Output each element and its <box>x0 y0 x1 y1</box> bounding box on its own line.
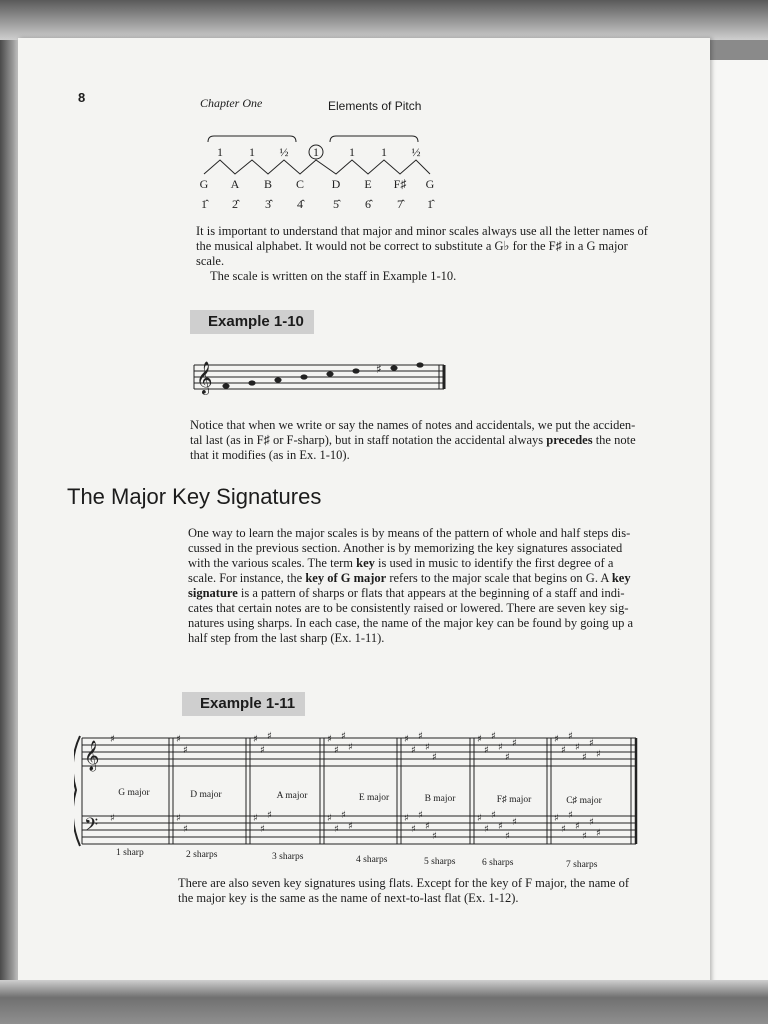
degree-7: 7̂ <box>397 197 403 211</box>
step-1: 1 <box>217 145 223 159</box>
text-span: scale. For instance, the <box>188 571 306 585</box>
sharp-count-1: 1 sharp <box>116 848 144 858</box>
example-1-11-grand-staff <box>74 730 640 848</box>
svg-text:♯: ♯ <box>582 831 587 842</box>
svg-text:♯: ♯ <box>253 734 258 745</box>
svg-text:♯: ♯ <box>110 813 115 824</box>
note-6: E <box>364 177 372 191</box>
paragraph-line: the musical alphabet. It would not be correct to substitute a G♭ for the F♯ in a G major scale. <box>196 239 628 268</box>
svg-text:♯: ♯ <box>505 752 510 763</box>
paragraph-line: cates that certain notes are to be consistently raised or lowered. There are seven key sig- <box>188 601 629 615</box>
sharp-count-6: 6 sharps <box>482 858 514 868</box>
sharp-count-5: 5 sharps <box>424 857 456 867</box>
svg-text:♯: ♯ <box>334 745 339 756</box>
section-heading: The Major Key Signatures <box>67 484 322 509</box>
svg-text:♯: ♯ <box>589 738 594 749</box>
svg-text:♯: ♯ <box>425 742 430 753</box>
note-a <box>248 380 255 385</box>
svg-text:♯: ♯ <box>491 731 496 742</box>
scan-top-border <box>0 0 768 40</box>
svg-text:♯: ♯ <box>341 731 346 742</box>
note-4: C <box>295 177 305 191</box>
paragraph-line: cussed in the previous section. Another is by memorizing the key signatures associated <box>188 541 623 555</box>
treble-clef-icon: 𝄞 <box>196 361 213 394</box>
svg-text:♯: ♯ <box>575 742 580 753</box>
note-7: F♯ <box>393 177 407 191</box>
note-3: B <box>263 177 273 191</box>
svg-text:♯: ♯ <box>260 824 265 835</box>
svg-text:♯: ♯ <box>176 734 181 745</box>
svg-text:♯: ♯ <box>183 745 188 756</box>
text-span: tal last (as in F♯ or F-sharp), but in staff notation the accidental always <box>190 433 544 447</box>
svg-text:♯: ♯ <box>404 734 409 745</box>
svg-text:♯: ♯ <box>327 734 332 745</box>
paragraph-line: There are also seven key signatures using flats. Except for the key of F major, the name of <box>178 876 630 890</box>
svg-text:♯: ♯ <box>267 731 272 742</box>
note-2: A <box>230 177 240 191</box>
note-g <box>222 383 229 388</box>
example-1-10-label: Example 1-10 <box>190 310 314 334</box>
paragraph-line: The scale is written on the staff in Example 1-10. <box>210 269 457 283</box>
note-5: D <box>331 177 341 191</box>
text-span: with the various scales. The term <box>188 556 357 570</box>
bass-clef-icon: 𝄢 <box>84 815 99 840</box>
sharp-icon: ♯ <box>376 362 382 376</box>
paragraph-line: natures using sharps. In each case, the name of the major key can be found by going up a <box>188 616 633 630</box>
step-2: 1 <box>249 145 255 159</box>
paragraph-line: It is important to understand that major and minor scales always use all the letter names of <box>196 224 648 238</box>
svg-text:♯: ♯ <box>596 749 601 760</box>
degree-3: 3̂ <box>265 197 271 211</box>
svg-text:♯: ♯ <box>477 734 482 745</box>
svg-text:♯: ♯ <box>348 742 353 753</box>
note-g-high <box>416 362 423 367</box>
example-1-10-staff <box>190 355 448 400</box>
key-signature-sharps <box>110 731 601 842</box>
key-label-e-major: E major <box>358 793 390 803</box>
paragraph-line: the major key is the same as the name of next-to-last flat (Ex. 1-12). <box>178 891 519 905</box>
sharp-count-4: 4 sharps <box>356 855 388 865</box>
svg-text:♯: ♯ <box>568 731 573 742</box>
example-1-11-label: Example 1-11 <box>182 692 305 716</box>
running-head-chapter: Chapter One <box>200 96 263 110</box>
step-5: 1 <box>349 145 355 159</box>
svg-text:♯: ♯ <box>484 745 489 756</box>
key-label-f-sharp-major: F♯ major <box>496 795 532 805</box>
svg-text:♯: ♯ <box>267 810 272 821</box>
svg-text:♯: ♯ <box>432 752 437 763</box>
bold-term: key <box>611 571 631 585</box>
key-label-g-major: G major <box>118 788 150 798</box>
paragraph-line <box>188 556 660 571</box>
svg-text:♯: ♯ <box>183 824 188 835</box>
svg-text:♯: ♯ <box>505 831 510 842</box>
key-label-d-major: D major <box>190 790 222 800</box>
svg-text:♯: ♯ <box>411 745 416 756</box>
svg-text:♯: ♯ <box>404 813 409 824</box>
note-b <box>274 377 281 382</box>
svg-text:♯: ♯ <box>575 821 580 832</box>
degree-6: 6̂ <box>365 197 371 211</box>
step-6: 1 <box>381 145 387 159</box>
svg-text:♯: ♯ <box>498 742 503 753</box>
svg-text:♯: ♯ <box>498 821 503 832</box>
note-8: G <box>425 177 435 191</box>
degree-1: 1̂ <box>201 197 207 211</box>
svg-text:♯: ♯ <box>568 810 573 821</box>
svg-text:♯: ♯ <box>582 752 587 763</box>
page-right-margin <box>708 60 768 980</box>
text-span: is used in music to identify the first degree of a <box>374 556 614 570</box>
svg-text:♯: ♯ <box>334 824 339 835</box>
note-1: G <box>199 177 209 191</box>
svg-text:♯: ♯ <box>260 745 265 756</box>
svg-text:♯: ♯ <box>491 810 496 821</box>
paragraph-line: half step from the last sharp (Ex. 1-11). <box>188 631 385 645</box>
running-head-title: Elements of Pitch <box>328 99 422 113</box>
paragraph-line <box>188 586 660 601</box>
sharp-count-3: 3 sharps <box>272 852 304 862</box>
page-number: 8 <box>78 90 86 105</box>
text-span: the note <box>592 433 636 447</box>
svg-text:♯: ♯ <box>327 813 332 824</box>
svg-text:♯: ♯ <box>512 817 517 828</box>
svg-text:♯: ♯ <box>110 734 115 745</box>
svg-text:♯: ♯ <box>554 813 559 824</box>
svg-text:♯: ♯ <box>554 734 559 745</box>
svg-text:♯: ♯ <box>589 817 594 828</box>
step-7: ½ <box>411 145 421 159</box>
treble-clef-icon: 𝄞 <box>84 741 100 771</box>
note-e <box>352 368 359 373</box>
note-f-sharp <box>390 365 397 370</box>
svg-text:♯: ♯ <box>477 813 482 824</box>
svg-text:♯: ♯ <box>512 738 517 749</box>
svg-text:♯: ♯ <box>561 745 566 756</box>
text-span: refers to the major scale that begins on G. A <box>386 571 612 585</box>
paragraph-scale-letters <box>196 224 656 284</box>
svg-text:♯: ♯ <box>484 824 489 835</box>
bold-term: signature <box>188 586 238 600</box>
step-3: ½ <box>279 145 289 159</box>
svg-text:♯: ♯ <box>253 813 258 824</box>
degree-8: 1̂ <box>427 197 433 211</box>
paragraph-line: Notice that when we write or say the names of notes and accidentals, we put the acciden- <box>190 418 636 432</box>
bold-term: precedes <box>546 433 593 447</box>
key-label-c-sharp-major: C♯ major <box>566 796 602 806</box>
sharp-count-2: 2 sharps <box>186 850 218 860</box>
sharp-count-7: 7 sharps <box>566 860 598 870</box>
degree-2: 2̂ <box>232 197 238 211</box>
svg-text:♯: ♯ <box>418 810 423 821</box>
bold-term: key of G major <box>305 571 387 585</box>
degree-5: 5̂ <box>333 197 339 211</box>
paragraph-key-signatures <box>188 526 660 646</box>
paragraph-line: that it modifies (as in Ex. 1-10). <box>190 448 350 462</box>
note-c <box>300 374 307 379</box>
svg-text:♯: ♯ <box>411 824 416 835</box>
svg-text:♯: ♯ <box>561 824 566 835</box>
svg-text:♯: ♯ <box>596 828 601 839</box>
paragraph-line <box>188 571 660 586</box>
bold-term: key <box>356 556 375 570</box>
svg-text:♯: ♯ <box>418 731 423 742</box>
note-d <box>326 371 333 376</box>
svg-text:♯: ♯ <box>176 813 181 824</box>
svg-text:♯: ♯ <box>341 810 346 821</box>
paragraph-accidentals <box>190 418 660 463</box>
key-label-b-major: B major <box>424 794 456 804</box>
svg-text:♯: ♯ <box>348 821 353 832</box>
scale-step-diagram <box>190 130 450 220</box>
key-label-a-major: A major <box>276 791 308 801</box>
paragraph-line <box>190 433 660 448</box>
text-span: is a pattern of sharps or flats that appears at the beginning of a staff and indi- <box>237 586 625 600</box>
svg-text:♯: ♯ <box>432 831 437 842</box>
paragraph-line: One way to learn the major scales is by means of the pattern of whole and half steps dis- <box>188 526 631 540</box>
step-4: 1 <box>313 145 319 159</box>
scan-bottom-border <box>0 980 768 1024</box>
degree-4: 4̂ <box>297 197 303 211</box>
paragraph-flat-keys <box>178 876 658 906</box>
svg-text:♯: ♯ <box>425 821 430 832</box>
